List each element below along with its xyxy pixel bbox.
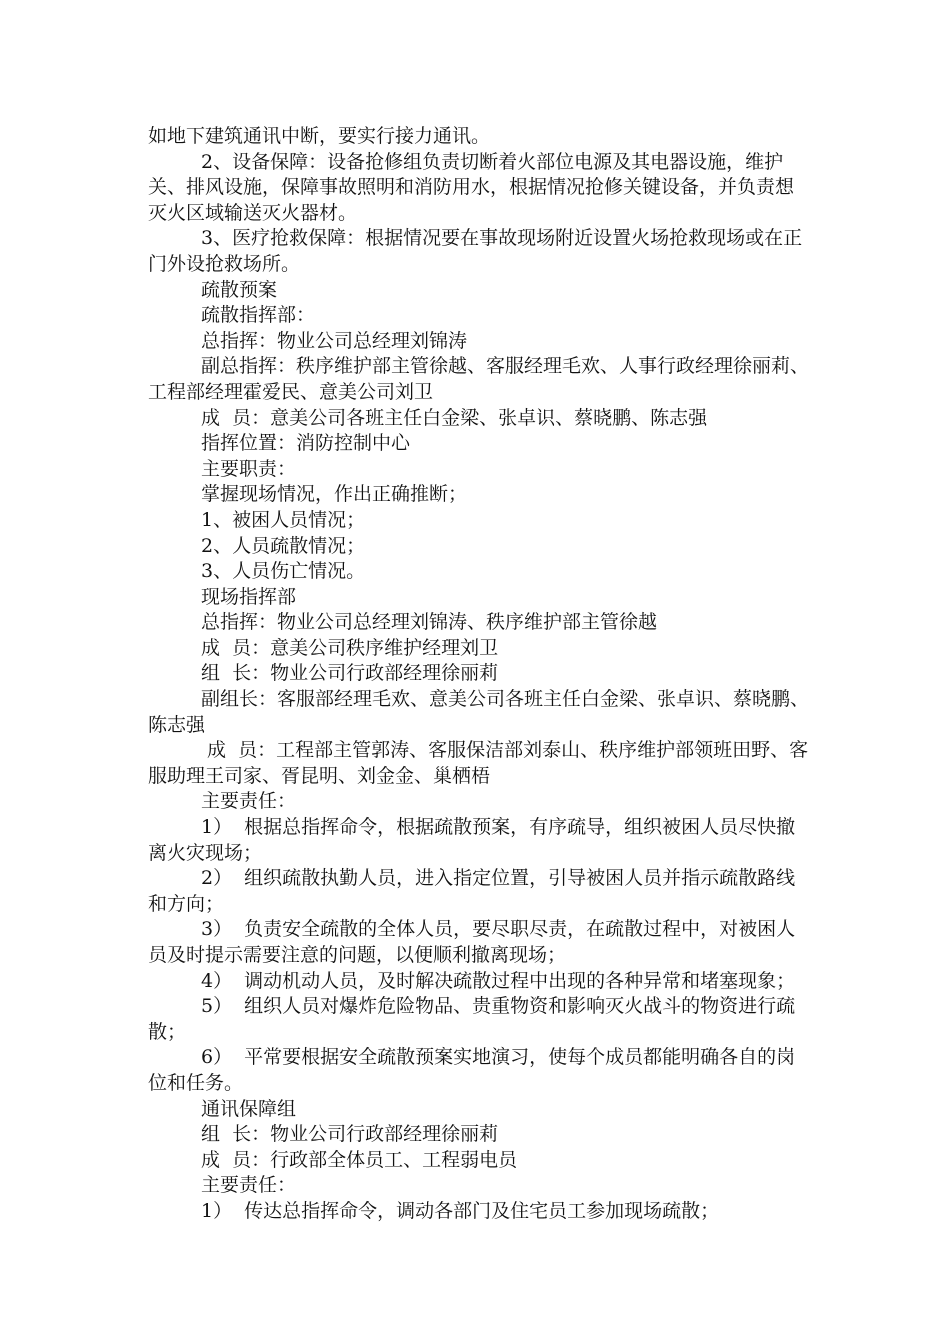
paragraph: 成 员：意美公司各班主任白金梁、张卓识、蔡晓鹏、陈志强	[201, 406, 708, 429]
paragraph: 组 长：物业公司行政部经理徐丽莉	[201, 662, 499, 685]
paragraph: 掌握现场情况，作出正确推断；	[201, 483, 468, 506]
subsection-heading: 主要责任：	[201, 1174, 297, 1197]
list-item: 2、人员疏散情况；	[201, 534, 366, 557]
subsection-heading: 主要职责：	[201, 457, 297, 480]
paragraph: 成 员：意美公司秩序维护经理刘卫	[201, 636, 499, 659]
paragraph: 成 员：行政部全体员工、工程弱电员	[201, 1148, 518, 1171]
list-item: 1） 传达总指挥命令，调动各部门及住宅员工参加现场疏散；	[201, 1199, 720, 1222]
section-heading: 疏散预案	[201, 278, 278, 301]
paragraph: 3、医疗抢救保障：根据情况要在事故现场附近设置火场抢救现场或在正门外设抢救场所。	[148, 227, 803, 275]
paragraph: 总指挥：物业公司总经理刘锦涛、秩序维护部主管徐越	[201, 611, 658, 634]
list-item: 3） 负责安全疏散的全体人员，要尽职尽责，在疏散过程中，对被困人员及时提示需要注意的问题，以便顺利撤离现场；	[148, 918, 796, 966]
list-item: 4） 调动机动人员，及时解决疏散过程中出现的各种异常和堵塞现象；	[201, 969, 796, 992]
list-item: 1） 根据总指挥命令，根据疏散预案，有序疏导，组织被困人员尽快撤离火灾现场；	[148, 816, 796, 864]
paragraph: 副组长：客服部经理毛欢、意美公司各班主任白金梁、张卓识、蔡晓鹏、陈志强	[148, 688, 810, 736]
paragraph: 如地下建筑通讯中断，要实行接力通讯。	[148, 125, 491, 147]
subsection-heading: 主要责任：	[201, 790, 297, 813]
list-item: 5） 组织人员对爆炸危险物品、贵重物资和影响灭火战斗的物资进行疏散；	[148, 995, 796, 1043]
list-item: 1、被困人员情况；	[201, 508, 366, 531]
list-item: 6） 平常要根据安全疏散预案实地演习，使每个成员都能明确各自的岗位和任务。	[148, 1046, 796, 1094]
paragraph: 2、设备保障：设备抢修组负责切断着火部位电源及其电器设施，维护关、排风设施，保障事故照明和消防用水，根据情况抢修关键设备，并负责想灭火区域输送灭火器材。	[148, 150, 795, 224]
subsection-heading: 疏散指挥部：	[201, 304, 316, 327]
paragraph: 组 长：物业公司行政部经理徐丽莉	[201, 1123, 499, 1146]
paragraph: 副总指挥：秩序维护部主管徐越、客服经理毛欢、人事行政经理徐丽莉、工程部经理霍爱民、意美公司刘卫	[148, 355, 810, 403]
list-item: 3、人员伤亡情况。	[201, 560, 366, 583]
document-page	[148, 124, 812, 1225]
section-heading: 通讯保障组	[201, 1097, 297, 1120]
paragraph: 成 员：工程部主管郭涛、客服保洁部刘泰山、秩序维护部领班田野、客服助理王司家、胥昆明、刘金金、巢栖梧	[148, 739, 809, 787]
list-item: 2） 组织疏散执勤人员，进入指定位置，引导被困人员并指示疏散路线和方向；	[148, 867, 796, 915]
paragraph: 总指挥：物业公司总经理刘锦涛	[201, 329, 468, 352]
section-heading: 现场指挥部	[201, 585, 297, 608]
paragraph: 指挥位置：消防控制中心	[201, 432, 411, 455]
